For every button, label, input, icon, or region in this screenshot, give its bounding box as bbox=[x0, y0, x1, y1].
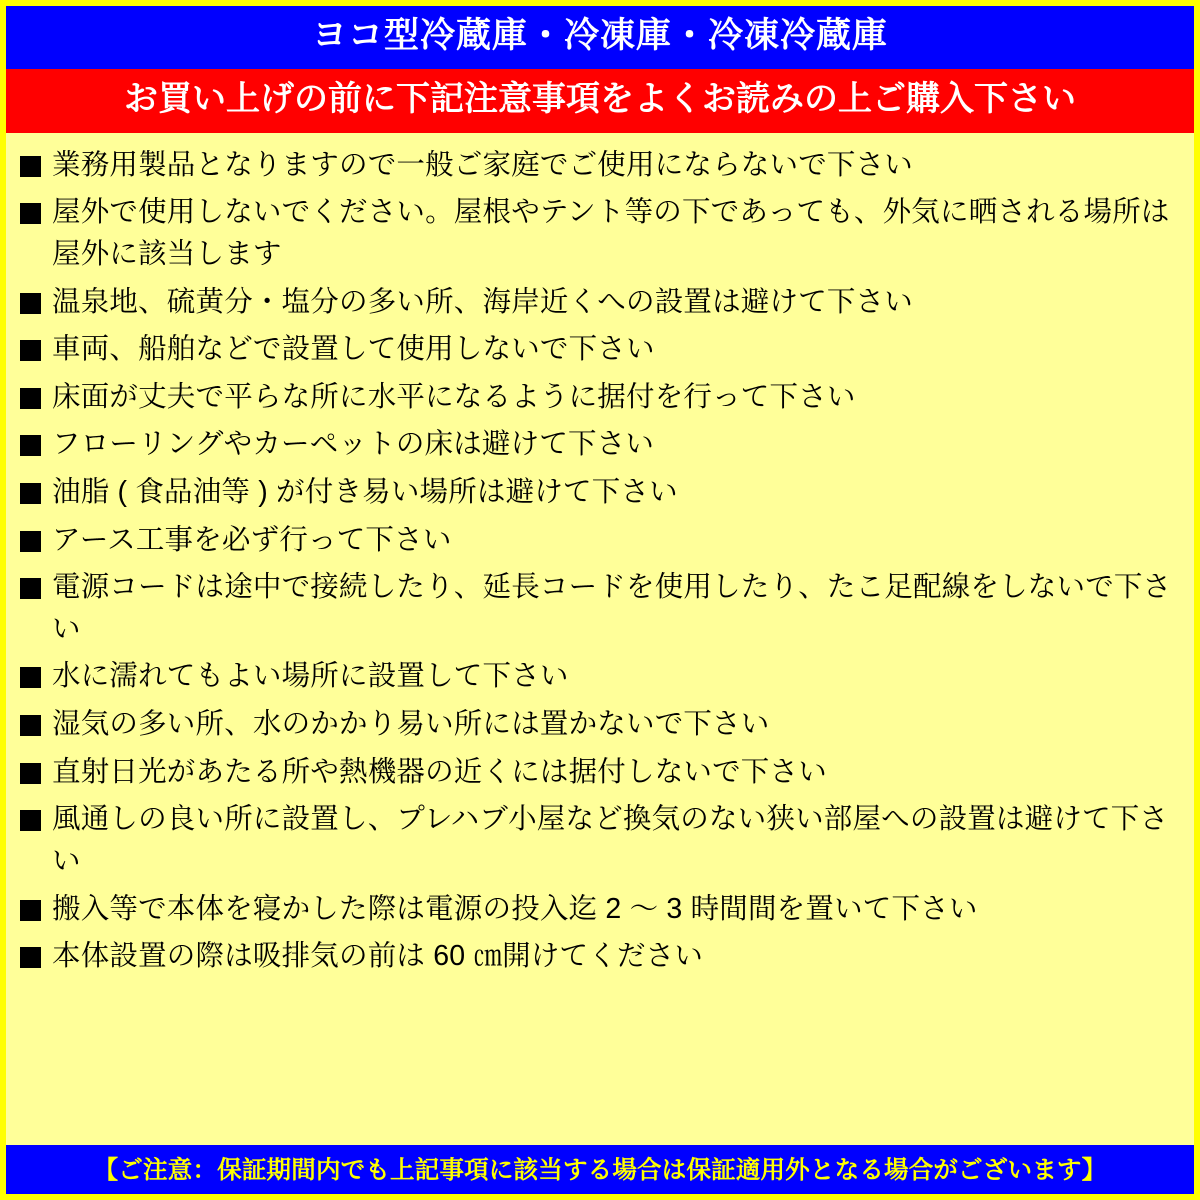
notice-text: 水に濡れてもよい場所に設置して下さい bbox=[52, 660, 569, 693]
square-bullet-icon bbox=[20, 203, 41, 224]
notice-text: 直射日光があたる所や熱機器の近くには据付しないで下さい bbox=[52, 755, 827, 788]
square-bullet-icon bbox=[20, 810, 41, 831]
list-item bbox=[20, 656, 1180, 698]
product-title-banner: ヨコ型冷蔵庫・冷凍庫・冷凍冷蔵庫 bbox=[6, 6, 1194, 69]
square-bullet-icon bbox=[20, 900, 41, 921]
list-item bbox=[20, 752, 1180, 794]
square-bullet-icon bbox=[20, 293, 41, 314]
list-item bbox=[20, 936, 1180, 978]
list-item bbox=[20, 472, 1180, 514]
square-bullet-icon bbox=[20, 483, 41, 504]
notice-text: 車両、船舶などで設置して使用しないで下さい bbox=[52, 333, 655, 366]
notice-text: 温泉地、硫黄分・塩分の多い所、海岸近くへの設置は避けて下さい bbox=[52, 285, 914, 318]
notice-text: 業務用製品となりますので一般ご家庭でご使用にならないで下さい bbox=[52, 148, 914, 181]
notice-text: 床面が丈夫で平らな所に水平になるように据付を行って下さい bbox=[52, 380, 856, 413]
notice-text: 湿気の多い所、水のかかり易い所には置かないで下さい bbox=[52, 708, 770, 741]
list-item bbox=[20, 329, 1180, 371]
square-bullet-icon bbox=[20, 578, 41, 599]
notice-text: 屋外で使用しないでください。屋根やテント等の下であっても、外気に晒される場所は屋外に該当します bbox=[52, 196, 1170, 270]
list-item bbox=[20, 799, 1180, 882]
list-item bbox=[20, 377, 1180, 419]
notice-text: 風通しの良い所に設置し、プレハブ小屋など換気のない狭い部屋への設置は避けて下さい bbox=[52, 803, 1169, 877]
square-bullet-icon bbox=[20, 156, 41, 177]
square-bullet-icon bbox=[20, 531, 41, 552]
notice-text: 本体設置の際は吸排気の前は 60 ㎝開けてください bbox=[52, 940, 704, 973]
square-bullet-icon bbox=[20, 340, 41, 361]
square-bullet-icon bbox=[20, 715, 41, 736]
notice-list bbox=[6, 133, 1194, 1145]
list-item bbox=[20, 145, 1180, 187]
list-item bbox=[20, 424, 1180, 466]
purchase-warning-banner: お買い上げの前に下記注意事項をよくお読みの上ご購入下さい bbox=[6, 69, 1194, 133]
list-item bbox=[20, 567, 1180, 650]
square-bullet-icon bbox=[20, 947, 41, 968]
notice-text: 搬入等で本体を寝かした際は電源の投入迄 2 〜 3 時間間を置いて下さい bbox=[52, 892, 978, 925]
list-item bbox=[20, 282, 1180, 324]
notice-text: 油脂 ( 食品油等 ) が付き易い場所は避けて下さい bbox=[52, 476, 678, 509]
square-bullet-icon bbox=[20, 763, 41, 784]
list-item bbox=[20, 704, 1180, 746]
notice-text: 電源コードは途中で接続したり、延長コードを使用したり、たこ足配線をしないで下さい bbox=[52, 571, 1172, 645]
square-bullet-icon bbox=[20, 435, 41, 456]
warranty-note-banner: 【ご注意：保証期間内でも上記事項に該当する場合は保証適用外となる場合がございます】 bbox=[6, 1145, 1194, 1194]
list-item bbox=[20, 192, 1180, 275]
notice-text: アース工事を必ず行って下さい bbox=[52, 523, 452, 556]
list-item bbox=[20, 520, 1180, 562]
notice-text: フローリングやカーペットの床は避けて下さい bbox=[52, 428, 655, 461]
list-item bbox=[20, 889, 1180, 931]
square-bullet-icon bbox=[20, 388, 41, 409]
square-bullet-icon bbox=[20, 667, 41, 688]
